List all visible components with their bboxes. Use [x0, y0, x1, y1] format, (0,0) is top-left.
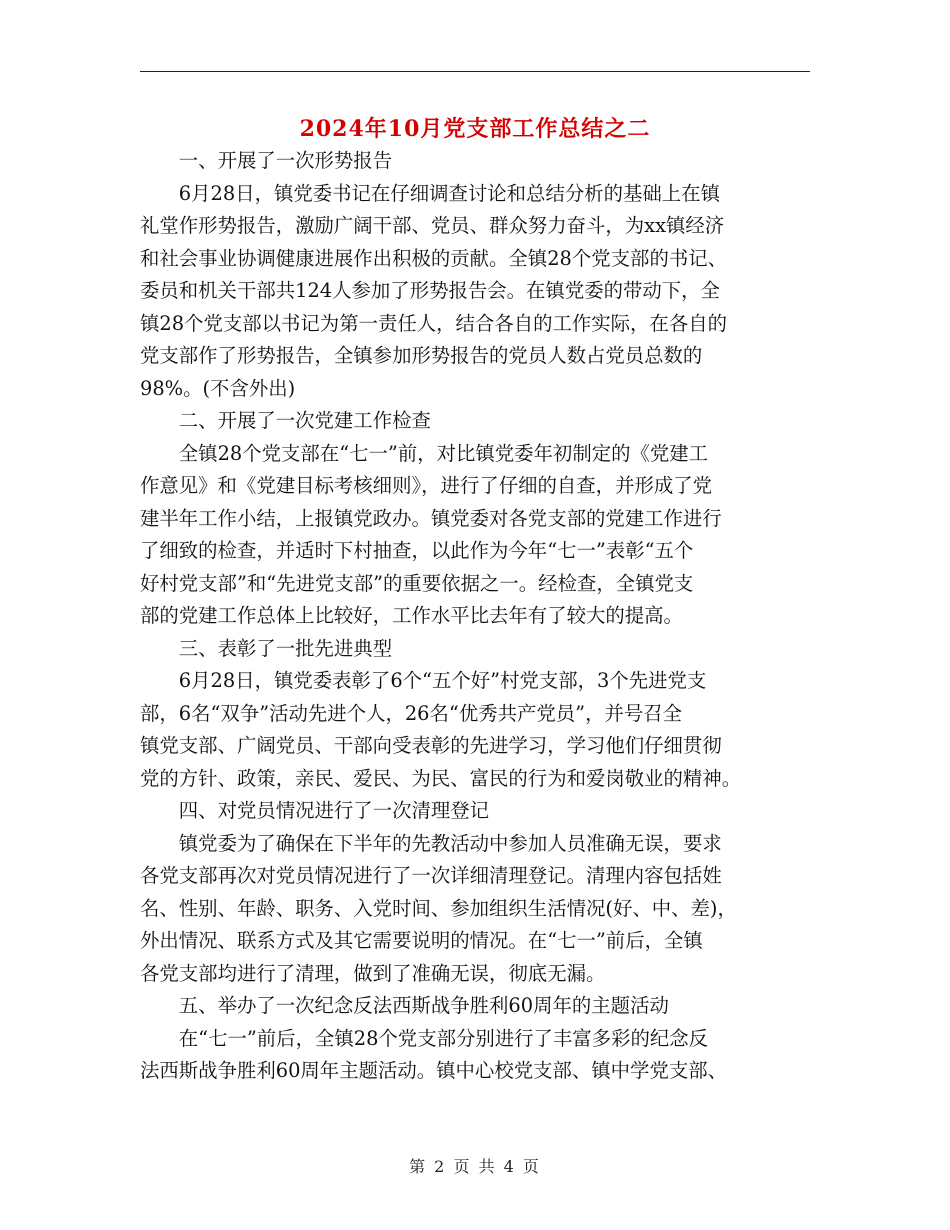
- body-paragraph: [140, 1023, 810, 1088]
- body-paragraph: [140, 828, 810, 991]
- text-line: 全镇28个党支部在“七一”前，对比镇党委年初制定的《党建工: [178, 441, 709, 465]
- text-line: 镇28个党支部以书记为第一责任人，结合各自的工作实际，在各自的: [140, 311, 728, 335]
- text-line: 镇党委为了确保在下半年的先教活动中参加人员准确无误，要求: [178, 831, 722, 855]
- text-line: 礼堂作形势报告，激励广阔干部、党员、群众努力奋斗，为xx镇经济: [140, 214, 725, 237]
- text-line: 98%。(不含外出): [140, 376, 296, 400]
- text-line: 好村党支部”和“先进党支部”的重要依据之一。经检查，全镇党支: [140, 571, 694, 595]
- text-line: 委员和机关干部共124人参加了形势报告会。在镇党委的带动下，全: [140, 279, 720, 302]
- text-line: 法西斯战争胜利60周年主题活动。镇中心校党支部、镇中学党支部、: [140, 1059, 728, 1082]
- text-line: 二、开展了一次党建工作检查: [178, 409, 431, 432]
- text-line: 党的方针、政策，亲民、爱民、为民、富民的行为和爱岗敬业的精神。: [140, 766, 742, 790]
- text-line: 名、性别、年龄、职务、入党时间、参加组织生活情况(好、中、差)，: [140, 896, 737, 920]
- body-paragraph: [140, 665, 810, 795]
- section-heading: [140, 795, 810, 828]
- text-line: 党支部作了形势报告，全镇参加形势报告的党员人数占党员总数的: [140, 344, 703, 367]
- text-line: 和社会事业协调健康进展作出积极的贡献。全镇28个党支部的书记、: [140, 246, 728, 270]
- section-heading: [140, 145, 810, 178]
- text-line: 了细致的检查，并适时下村抽查，以此作为今年“七一”表彰“五个: [140, 539, 694, 562]
- body-paragraph: [140, 178, 810, 406]
- text-line: 6月28日，镇党委书记在仔细调查讨论和总结分析的基础上在镇: [178, 181, 720, 205]
- text-line: 6月28日，镇党委表彰了6个“五个好”村党支部，3个先进党支: [178, 669, 707, 692]
- section-heading: [140, 990, 810, 1023]
- body-paragraph: [140, 438, 810, 633]
- header-rule: [140, 71, 810, 72]
- text-line: 镇党支部、广阔党员、干部向受表彰的先进学习，学习他们仔细贯彻: [140, 734, 722, 757]
- page-number-footer: 第 2 页 共 4 页: [409, 1157, 541, 1176]
- document-title: 2024年10月党支部工作总结之二: [299, 116, 651, 142]
- document-body: [140, 145, 810, 1088]
- text-line: 建半年工作小结，上报镇党政办。镇党委对各党支部的党建工作进行: [140, 506, 722, 530]
- text-line: 五、举办了一次纪念反法西斯战争胜利60周年的主题活动: [178, 994, 669, 1017]
- section-heading: [140, 405, 810, 438]
- text-line: 部，6名“双争”活动先进个人，26名“优秀共产党员”，并号召全: [140, 701, 683, 725]
- section-heading: [140, 633, 810, 666]
- text-line: 作意见》和《党建目标考核细则》，进行了仔细的自查，并形成了党: [140, 474, 713, 497]
- text-line: 部的党建工作总体上比较好，工作水平比去年有了较大的提高。: [140, 604, 683, 627]
- text-line: 在“七一”前后，全镇28个党支部分别进行了丰富多彩的纪念反: [178, 1026, 709, 1050]
- text-line: 各党支部再次对党员情况进行了一次详细清理登记。清理内容包括姓: [140, 864, 722, 887]
- text-line: 三、表彰了一批先进典型: [178, 636, 393, 660]
- text-line: 四、对党员情况进行了一次清理登记: [178, 799, 490, 822]
- text-line: 各党支部均进行了清理，做到了准确无误，彻底无漏。: [140, 961, 606, 985]
- text-line: 一、开展了一次形势报告: [178, 149, 393, 172]
- text-line: 外出情况、联系方式及其它需要说明的情况。在“七一”前后，全镇: [140, 929, 703, 952]
